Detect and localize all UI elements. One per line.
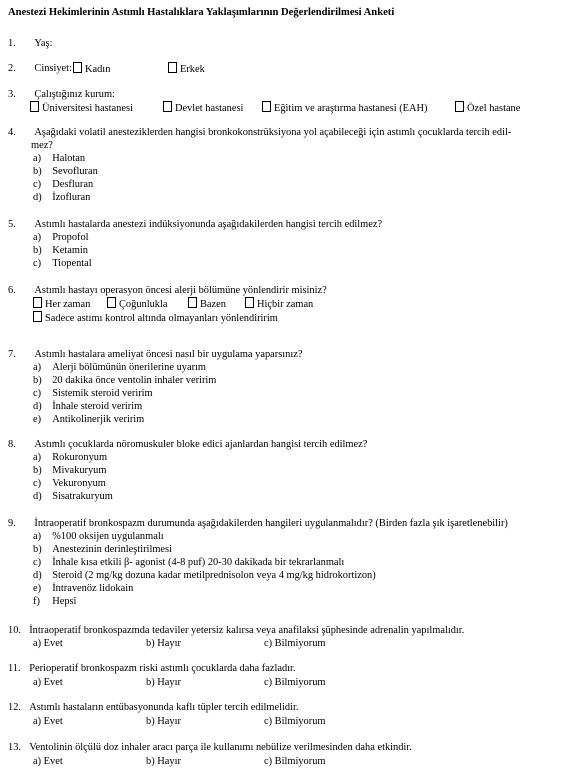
option-label: Hiçbir zaman [257,299,314,310]
option-letter: a) [33,531,42,542]
answer-no[interactable]: b) Hayır [146,756,181,767]
option-letter: c) [33,179,42,190]
option-letter: b) [33,245,42,256]
question-4 [8,126,511,139]
question-number: 12. [8,702,21,713]
option-e[interactable] [33,413,144,426]
institution-option-training[interactable] [262,101,428,115]
option-label: Propofol [52,232,89,243]
answer-no[interactable]: b) Hayır [146,716,181,727]
option-f[interactable] [33,595,76,608]
referral-option-sometimes[interactable] [188,297,226,311]
question-text: Astımlı hastalara ameliyat öncesi nasıl bir uygulama yaparsınız? [34,349,303,360]
option-letter: e) [33,414,42,425]
option-a[interactable] [33,361,206,374]
option-d[interactable] [33,191,90,204]
question-13 [8,741,412,754]
option-b[interactable] [33,374,216,387]
institution-option-university[interactable] [30,101,133,115]
option-label: Sisatrakuryum [52,491,113,502]
option-label: Özel hastane [467,103,521,114]
option-letter: b) [33,375,42,386]
checkbox-icon[interactable] [33,311,42,322]
checkbox-icon[interactable] [455,101,464,112]
option-label: Hepsi [52,596,77,607]
option-label: %100 oksijen uygulanmalı [52,531,164,542]
question-number: 3. [8,89,16,100]
option-a[interactable] [33,152,85,165]
question-text: İntraoperatif bronkospazmda tedaviler yetersiz kalırsa veya anafilaksi şüphesinde adrenalin yapılmalıdır. [29,625,465,636]
question-text: Astımlı hastaların entübasyonunda kaflı tüpler tercih edilmelidir. [29,702,299,713]
option-letter: a) [33,153,42,164]
option-label: Üniversitesi hastanesi [42,103,133,114]
question-9 [8,517,508,530]
question-number: 8. [8,439,16,450]
answer-yes[interactable]: a) Evet [33,638,63,649]
option-a[interactable] [33,451,107,464]
option-a[interactable] [33,231,89,244]
option-a[interactable] [33,530,164,543]
option-letter: a) [33,452,42,463]
question-2 [8,62,72,75]
option-label: İzofluran [52,192,91,203]
option-b[interactable] [33,464,106,477]
question-6 [8,284,327,297]
question-number: 13. [8,742,21,753]
referral-option-never[interactable] [245,297,313,311]
option-letter: d) [33,401,42,412]
question-number: 10. [8,625,21,636]
option-letter: a) [33,232,42,243]
option-e[interactable] [33,582,133,595]
option-label: İnhale steroid veririm [52,401,143,412]
option-label: Tiopental [52,258,92,269]
referral-option-always[interactable] [33,297,90,311]
option-letter: c) [33,388,42,399]
referral-option-mostly[interactable] [107,297,168,311]
checkbox-icon[interactable] [245,297,254,308]
option-b[interactable] [33,543,172,556]
checkbox-icon[interactable] [262,101,271,112]
option-label: Sadece astımı kontrol altında olmayanları yönlendiririm [45,313,278,324]
option-label: Anestezinin derinleştirilmesi [52,544,172,555]
option-letter: b) [33,166,42,177]
option-letter: c) [33,557,42,568]
question-7 [8,348,302,361]
option-label: Erkek [180,64,205,75]
option-label: İnhale kısa etkili β- agonist (4-8 puf) 20-30 dakikada bir tekrarlanmalı [52,557,345,568]
option-c[interactable] [33,178,93,191]
question-1 [8,37,52,50]
checkbox-icon[interactable] [73,62,82,73]
question-11 [8,662,296,675]
question-text: Astımlı çocuklarda nöromuskuler bloke edici ajanlardan hangisi tercih edilmez? [34,439,368,450]
question-text: Çalıştığınız kurum: [34,89,115,100]
question-number: 9. [8,518,16,529]
option-letter: d) [33,570,42,581]
question-8 [8,438,367,451]
option-letter: e) [33,583,42,594]
institution-option-state[interactable] [163,101,243,115]
option-label: Rokuronyum [52,452,108,463]
option-d[interactable] [33,490,113,503]
answer-no[interactable]: b) Hayır [146,677,181,688]
option-letter: b) [33,544,42,555]
option-label: Alerji bölümünün önerilerine uyarım [52,362,207,373]
option-b[interactable] [33,165,98,178]
institution-option-private[interactable] [455,101,520,115]
option-letter: a) [33,362,42,373]
option-label: 20 dakika önce ventolin inhaler veririm [52,375,217,386]
checkbox-icon[interactable] [168,62,177,73]
answer-dont-know[interactable]: c) Bilmiyorum [264,677,326,688]
option-c[interactable] [33,477,106,490]
option-label: Eğitim ve araştırma hastanesi (EAH) [274,103,428,114]
question-10 [8,624,464,637]
question-number: 5. [8,219,16,230]
option-label: Steroid (2 mg/kg dozuna kadar metilprednisolon veya 4 mg/kg hidrokortizon) [52,570,376,581]
answer-no[interactable]: b) Hayır [146,638,181,649]
option-label: Mivakuryum [52,465,107,476]
option-label: Sevofluran [52,166,98,177]
checkbox-icon[interactable] [107,297,116,308]
gender-option-male[interactable] [168,62,205,76]
question-number: 4. [8,127,16,138]
option-label: Bazen [200,299,226,310]
question-text: Perioperatif bronkospazm riski astımlı çocuklarda daha fazladır. [29,663,296,674]
option-label: Devlet hastanesi [175,103,244,114]
answer-dont-know[interactable]: c) Bilmiyorum [264,638,326,649]
option-label: Kadın [85,64,111,75]
checkbox-icon[interactable] [188,297,197,308]
option-letter: c) [33,258,42,269]
option-label: Her zaman [45,299,91,310]
question-number: 6. [8,285,16,296]
answer-dont-know[interactable]: c) Bilmiyorum [264,716,326,727]
option-label: Ketamin [52,245,88,256]
option-label: Sistemik steroid veririm [52,388,153,399]
option-label: Halotan [52,153,86,164]
question-3 [8,88,115,101]
option-label: Antikolinerjik veririm [52,414,145,425]
option-letter: d) [33,192,42,203]
option-letter: f) [33,596,40,607]
question-12 [8,701,298,714]
question-number: 1. [8,38,16,49]
question-text: İntraoperatif bronkospazm durumunda aşağıdakilerden hangileri uygulanmalıdır? (Birden fazla şık işaretlenebilir) [34,518,508,529]
option-label: İntravenöz lidokain [52,583,134,594]
option-label: Vekuronyum [52,478,106,489]
question-text: Cinsiyet: [34,63,72,74]
page-title: Anestezi Hekimlerinin Astımlı Hastalıklara Yaklaşımlarının Değerlendirilmesi Anketi [8,7,395,18]
checkbox-icon[interactable] [33,297,42,308]
option-label: Desfluran [52,179,94,190]
option-c[interactable] [33,257,92,270]
option-label: Çoğunlukla [119,299,168,310]
option-letter: b) [33,465,42,476]
question-text: Astımlı hastayı operasyon öncesi alerji bölümüne yönlendirir misiniz? [34,285,327,296]
answer-dont-know[interactable]: c) Bilmiyorum [264,756,326,767]
question-text: Aşağıdaki volatil anesteziklerden hangisi bronkokonstrüksiyona yol açabileceği için astımlı çocuklarda tercih edil- [34,127,512,138]
question-5 [8,218,382,231]
answer-yes[interactable]: a) Evet [33,716,63,727]
option-d[interactable] [33,400,142,413]
option-letter: d) [33,491,42,502]
answer-yes[interactable]: a) Evet [33,677,63,688]
question-number: 11. [8,663,21,674]
option-c[interactable] [33,387,153,400]
question-text: Yaş: [34,38,53,49]
question-number: 7. [8,349,16,360]
question-text: Ventolinin ölçülü doz inhaler aracı parça ile kullanımı nebülize verilmesinden daha etkindir. [29,742,412,753]
gender-option-female[interactable] [73,62,110,76]
option-d[interactable] [33,569,376,582]
question-text: Astımlı hastalarda anestezi indüksiyonunda aşağıdakilerden hangisi tercih edilmez? [34,219,383,230]
checkbox-icon[interactable] [163,101,172,112]
option-b[interactable] [33,244,88,257]
question-number: 2. [8,63,16,74]
answer-yes[interactable]: a) Evet [33,756,63,767]
question-text-continued: mez? [31,140,53,151]
option-c[interactable] [33,556,344,569]
referral-option-uncontrolled[interactable] [33,311,278,325]
checkbox-icon[interactable] [30,101,39,112]
option-letter: c) [33,478,42,489]
